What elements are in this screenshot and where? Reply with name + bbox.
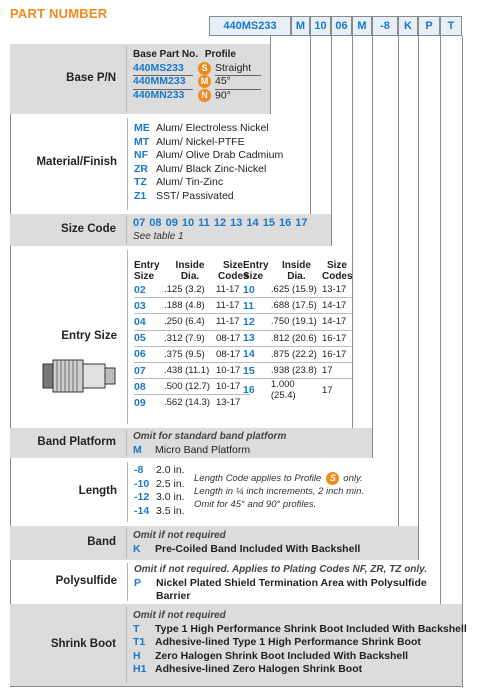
length-item: -14 3.5 in. xyxy=(134,504,185,517)
entry-row: 12 .750 (19.1) 14-17 xyxy=(243,314,352,330)
entry-row: 03 .188 (4.8) 11-17 xyxy=(134,298,250,314)
polysulfide-label: Polysulfide xyxy=(55,575,117,587)
base-pn-item: 440MN233 N 90° xyxy=(133,88,231,101)
entry-row: 10 .625 (15.9) 13-17 xyxy=(243,282,352,298)
col-inside-dia: Inside Dia. xyxy=(281,260,311,282)
section-base-pn xyxy=(10,44,270,114)
entry-row: 15 .938 (23.8) 17 xyxy=(243,362,352,378)
pn-box-band: K xyxy=(398,16,418,36)
material-item: ME Alum/ Electroless Nickel xyxy=(134,122,269,134)
pn-box-length: -8 xyxy=(372,16,398,36)
pn-box-polysulfide: P xyxy=(418,16,440,36)
shrink-boot-list xyxy=(133,609,467,677)
col-inside-dia: Inside Dia. xyxy=(175,260,205,282)
band-item: K Pre-Coiled Band Included With Backshell xyxy=(133,542,361,555)
pn-box-material: M xyxy=(291,16,310,36)
entry-row: 06 .375 (9.5) 08-17 xyxy=(134,346,250,362)
col-entry-size: Entry Size xyxy=(134,260,160,282)
length-item: -8 2.0 in. xyxy=(134,464,185,476)
entry-size-label: Entry Size xyxy=(61,330,117,342)
entry-row: 08 .500 (12.7) 10-17 xyxy=(134,379,250,395)
section-material xyxy=(10,114,310,214)
col-entry-size: Entry Size xyxy=(243,260,269,282)
entry-row: 09 .562 (14.3) 13-17 xyxy=(134,396,241,409)
section-polysulfide xyxy=(10,560,440,604)
entry-row: 07 .438 (11.1) 10-17 xyxy=(134,362,250,378)
material-label: Material/Finish xyxy=(36,156,117,168)
profile-s-icon: S xyxy=(326,472,339,485)
material-item: ZR Alum/ Black Zinc-Nickel xyxy=(134,162,267,175)
base-pn-col1: Base Part No. xyxy=(133,49,199,60)
length-label: Length xyxy=(78,485,117,497)
size-code-list: 07 08 09 10 11 12 13 14 15 16 17 xyxy=(133,217,308,229)
entry-row: 16 1.000 (25.4) 17 xyxy=(243,379,333,402)
section-band-platform xyxy=(10,428,372,458)
section-size-code xyxy=(10,214,331,246)
material-item: TZ Alum/ Tin-Zinc xyxy=(134,176,224,188)
section-band xyxy=(10,526,418,560)
pn-box-shrink-boot: T xyxy=(440,16,462,36)
size-code-label: Size Code xyxy=(61,223,116,235)
material-item: Z1 SST/ Passivated xyxy=(134,189,234,202)
pn-box-entry: 06 xyxy=(331,16,352,36)
shrink-boot-item: H Zero Halogen Shrink Boot Included With Backshell xyxy=(133,649,409,662)
band-platform-omit: Omit for standard band platform xyxy=(133,431,287,442)
length-list xyxy=(134,464,185,518)
pn-box-size: 10 xyxy=(310,16,331,36)
entry-row: 11 .688 (17.5) 14-17 xyxy=(243,298,352,314)
band-label: Band xyxy=(87,536,116,548)
band-platform-label: Band Platform xyxy=(37,436,116,448)
profile-m-icon: M xyxy=(198,75,211,88)
shrink-boot-item: H1 Adhesive-lined Zero Halogen Shrink Boot xyxy=(133,663,363,675)
entry-row: 14 .875 (22.2) 16-17 xyxy=(243,346,352,362)
entry-row: 05 .312 (7.9) 08-17 xyxy=(134,330,250,346)
profile-n-icon: N xyxy=(198,89,211,102)
pn-box-band-platform: M xyxy=(352,16,372,36)
base-pn-label: Base P/N xyxy=(66,72,116,84)
entry-row: 13 .812 (20.6) 16-17 xyxy=(243,330,352,346)
band-omit: Omit if not required xyxy=(133,530,226,541)
material-item: NF Alum/ Olive Drab Cadmium xyxy=(134,149,284,161)
material-item: MT Alum/ Nickel-PTFE xyxy=(134,135,245,148)
length-item: -10 2.5 in. xyxy=(134,477,185,490)
entry-table-right xyxy=(243,260,352,401)
band-platform-item: M Micro Band Platform xyxy=(133,443,251,456)
polysulfide-omit: Omit if not required. Applies to Plating Codes NF, ZR, TZ only. xyxy=(134,564,428,575)
length-notes: Length Code applies to Profile S only. Length in ¼ inch increments, 2 inch min. Omit for 45° and 90° profiles. xyxy=(194,473,365,511)
polysulfide-item: P Nickel Plated Shield Termination Area with Polysulfide xyxy=(134,576,427,589)
shrink-boot-omit: Omit if not required xyxy=(133,610,226,621)
base-pn-content xyxy=(133,48,261,102)
pn-box-base: 440MS233 xyxy=(209,16,291,36)
entry-row: 02 .125 (3.2) 11-17 xyxy=(134,282,250,298)
profile-s-icon: S xyxy=(198,62,211,75)
section-length xyxy=(10,458,398,526)
shrink-boot-label: Shrink Boot xyxy=(50,638,116,650)
entry-row: 04 .250 (6.4) 11-17 xyxy=(134,314,250,330)
length-item: -12 3.0 in. xyxy=(134,491,185,503)
connector-icon xyxy=(41,354,119,398)
size-code-note: See table 1 xyxy=(133,230,184,242)
material-list xyxy=(134,122,283,203)
base-pn-col2: Profile xyxy=(204,49,236,60)
base-pn-item: 440MM233 M 45° xyxy=(133,75,261,89)
col-size-codes: Size Codes xyxy=(218,260,249,282)
section-entry-size xyxy=(10,246,352,428)
section-shrink-boot xyxy=(10,604,467,686)
entry-table-left xyxy=(134,260,250,411)
polysulfide-desc-cont: Barrier xyxy=(156,590,191,602)
shrink-boot-item: T Type 1 High Performance Shrink Boot Included With Backshell xyxy=(133,622,467,635)
shrink-boot-item: T1 Adhesive-lined Type 1 High Performance Shrink Boot xyxy=(133,636,421,648)
col-size-codes: Size Codes xyxy=(321,260,353,282)
base-pn-item: 440MS233 S Straight xyxy=(133,62,261,76)
page-title: PART NUMBER xyxy=(10,6,108,21)
